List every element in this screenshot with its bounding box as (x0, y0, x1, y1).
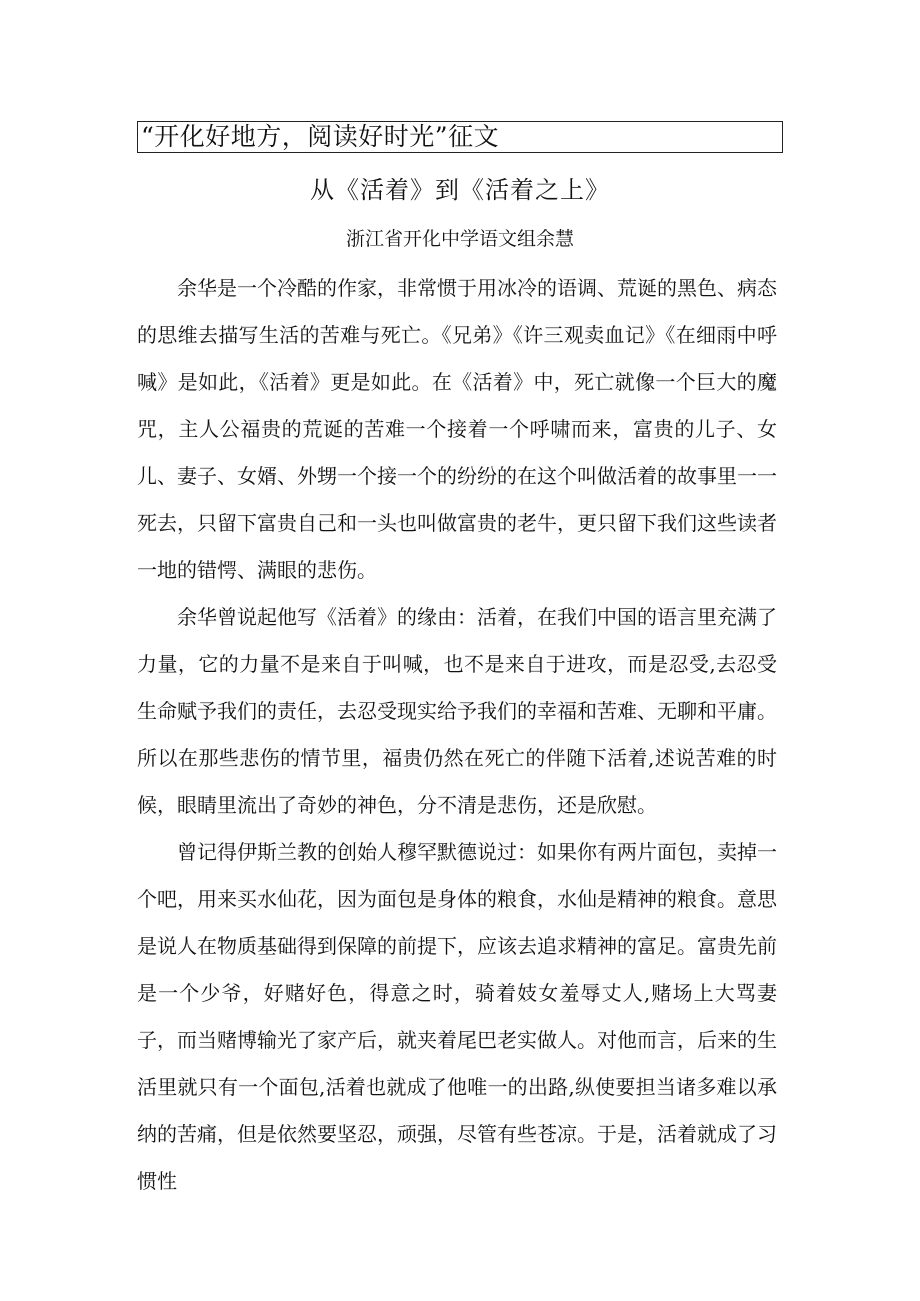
paragraph-1: 余华是一个冷酷的作家，非常惯于用冰冷的语调、荒诞的黑色、病态的思维去描写生活的苦难与死亡。《兄弟》《许三观卖血记》《在细雨中呼喊》是如此，《活着》更是如此。在《活着》中，死亡就像一个巨大的魔咒，主人公福贵的荒诞的苦难一个接着一个呼啸而来，富贵的儿子、女儿、妻子、女婿、外甥一个接一个的纷纷的在这个叫做活着的故事里一一死去，只留下富贵自己和一头也叫做富贵的老牛，更只留下我们这些读者一地的错愕、满眼的悲伤。 (137, 276, 777, 582)
author-line: 浙江省开化中学语文组余慧 (345, 228, 574, 250)
essay-contest-banner (137, 121, 783, 153)
essay-body (137, 265, 777, 1205)
paragraph-3: 曾记得伊斯兰教的创始人穆罕默德说过：如果你有两片面包，卖掉一个吧，用来买水仙花，因为面包是身体的粮食，水仙是精神的粮食。意思是说人在物质基础得到保障的前提下，应该去追求精神的富足。富贵先前是一个少爷，好赌好色，得意之时，骑着妓女羞辱丈人,赌场上大骂妻子，而当赌博输光了家产后，就夹着尾巴老实做人。对他而言，后来的生活里就只有一个面包,活着也就成了他唯一的出路,纵使要担当诸多难以承纳的苦痛，但是依然要坚忍，顽强，尽管有些苍凉。于是，活着就成了习惯性 (137, 840, 777, 1193)
essay-title: 从《活着》到《活着之上》 (310, 176, 610, 204)
banner-text: “开化好地方，阅读好时光”征文 (141, 122, 500, 151)
paragraph-2: 余华曾说起他写《活着》的缘由：活着，在我们中国的语言里充满了力量，它的力量不是来自于叫喊，也不是来自于进攻，而是忍受,去忍受生命赋予我们的责任，去忍受现实给予我们的幸福和苦难、无聊和平庸。所以在那些悲伤的情节里，福贵仍然在死亡的伴随下活着,述说苦难的时候，眼睛里流出了奇妙的神色，分不清是悲伤，还是欣慰。 (137, 605, 777, 817)
